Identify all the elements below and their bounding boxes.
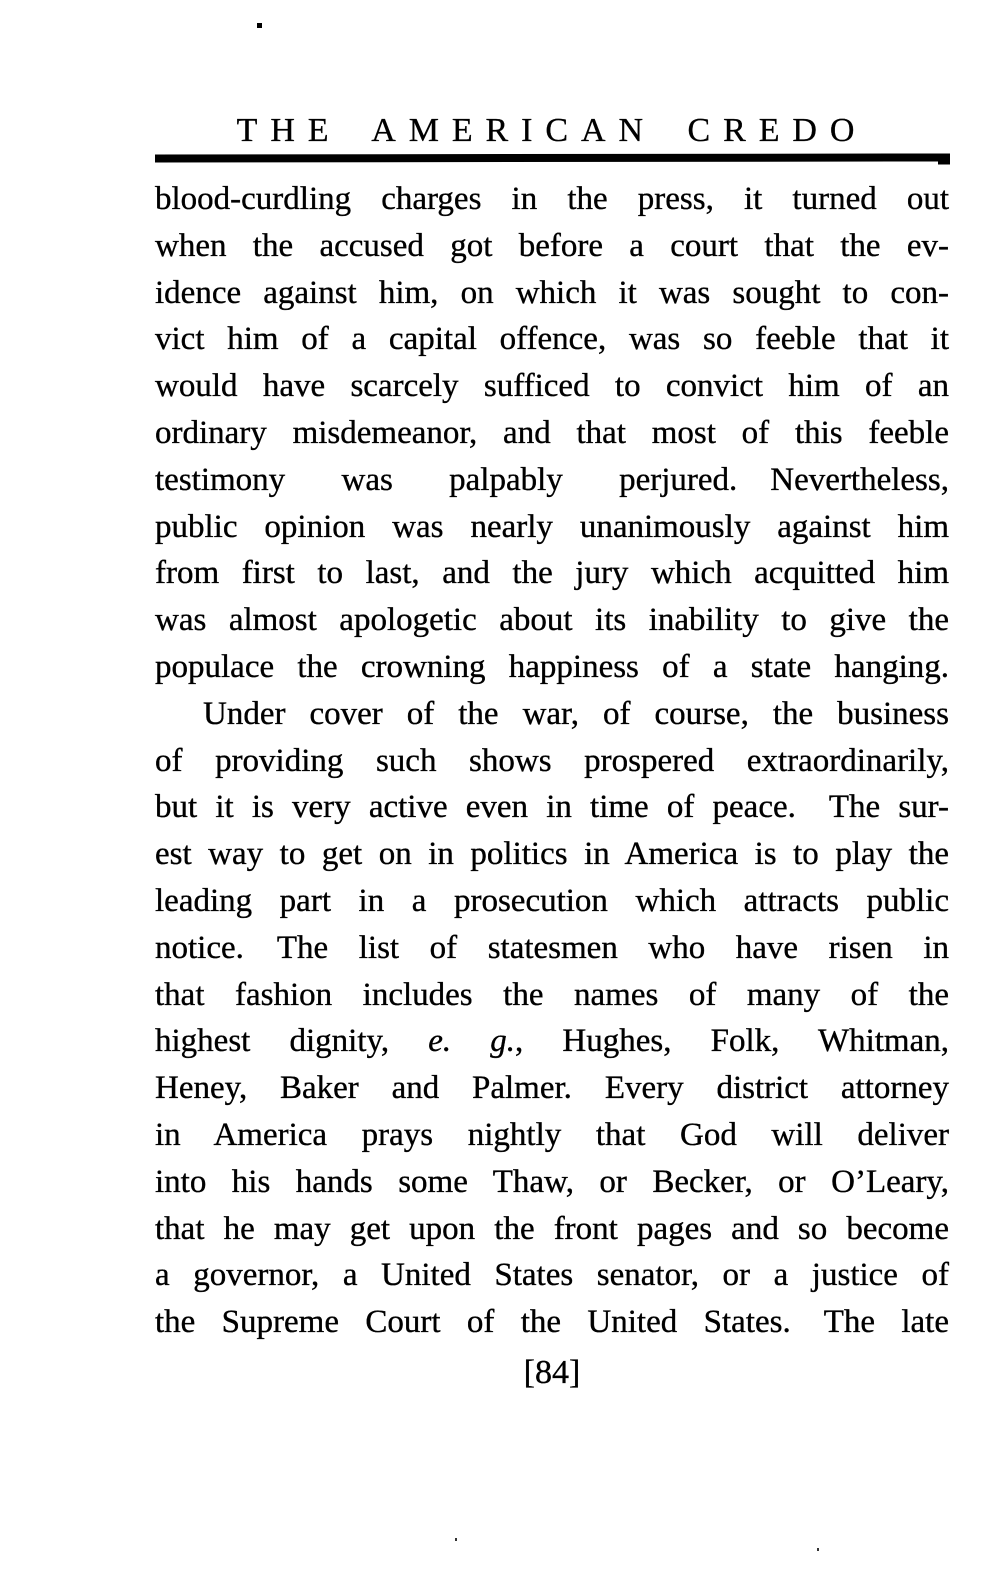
text-line: [155, 363, 949, 410]
text-segment: that fashion includes the names of many of the: [155, 976, 949, 1013]
italic-text-segment: e. g.: [428, 1023, 516, 1060]
text-line: [155, 784, 949, 831]
text-line: [155, 410, 949, 457]
text-line: [155, 597, 949, 644]
text-segment: vict him of a capital offence, was so feeble that it: [155, 321, 949, 358]
text-line: [155, 644, 949, 691]
text-segment: in America prays nightly that God will deliver: [155, 1116, 949, 1153]
text-segment: a governor, a United States senator, or a justice of: [155, 1257, 949, 1294]
text-segment: highest dignity,: [155, 1023, 429, 1060]
text-line: [155, 1299, 949, 1346]
text-segment: would have scarcely sufficed to convict him of an: [155, 368, 949, 405]
text-segment: , Hughes, Folk, Whitman,: [515, 1023, 949, 1060]
text-segment: leading part in a prosecution which attracts public: [155, 882, 949, 919]
text-line: [155, 176, 949, 223]
text-line: [155, 1112, 949, 1159]
text-line: [155, 691, 949, 738]
text-line: [155, 878, 949, 925]
page-number: [84]: [523, 1354, 581, 1391]
ink-speck: [817, 1548, 819, 1551]
text-line: [155, 457, 949, 504]
text-segment: ordinary misdemeanor, and that most of this feeble: [155, 414, 949, 451]
header-rule: [155, 153, 950, 162]
text-segment: into his hands some Thaw, or Becker, or O’Leary,: [155, 1163, 949, 1200]
body-text: [155, 176, 949, 1346]
text-segment: Heney, Baker and Palmer. Every district attorney: [155, 1070, 949, 1107]
text-segment: idence against him, on which it was sought to con-: [155, 274, 949, 311]
text-segment: when the accused got before a court that the ev-: [155, 227, 949, 264]
text-line: [155, 1252, 949, 1299]
text-line: [155, 1018, 949, 1065]
text-line: [155, 738, 949, 785]
text-line: [155, 972, 949, 1019]
text-line: [155, 316, 949, 363]
text-line: [155, 831, 949, 878]
text-line: [155, 925, 949, 972]
text-segment: populace the crowning happiness of a state hanging.: [155, 648, 949, 685]
ink-speck: [455, 1538, 457, 1541]
text-segment: testimony was palpably perjured. Nevertheless,: [155, 461, 949, 498]
text-line: [155, 550, 949, 597]
text-line: [155, 1065, 949, 1112]
text-line: [155, 270, 949, 317]
text-line: [155, 504, 949, 551]
text-segment: that he may get upon the front pages and so become: [155, 1210, 949, 1247]
text-segment: of providing such shows prospered extraordinarily,: [155, 742, 949, 779]
text-segment: Under cover of the war, of course, the business: [203, 695, 949, 732]
text-segment: notice. The list of statesmen who have risen in: [155, 929, 949, 966]
text-segment: the Supreme Court of the United States. The late: [155, 1304, 949, 1341]
text-segment: but it is very active even in time of peace. The sur-: [155, 789, 949, 826]
text-line: [155, 1206, 949, 1253]
running-header: THE AMERICAN CREDO: [236, 112, 868, 149]
text-line: [155, 223, 949, 270]
text-segment: from first to last, and the jury which acquitted him: [155, 555, 949, 592]
text-segment: was almost apologetic about its inability to give the: [155, 602, 949, 639]
ink-speck: [257, 23, 262, 28]
text-line: [155, 1159, 949, 1206]
text-segment: est way to get on in politics in America is to play the: [155, 836, 949, 873]
text-segment: blood-curdling charges in the press, it turned out: [155, 181, 949, 217]
text-segment: public opinion was nearly unanimously against him: [155, 508, 949, 545]
